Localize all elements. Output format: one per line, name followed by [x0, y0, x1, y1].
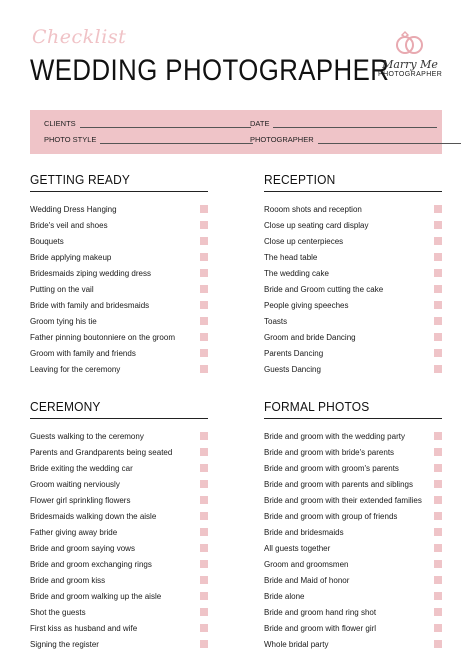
checklist-item [30, 540, 208, 556]
checklist-item [264, 313, 442, 329]
checklist-item-label: The wedding cake [264, 268, 329, 278]
checklist-item [264, 492, 442, 508]
checklist-item [264, 604, 442, 620]
checkbox[interactable] [200, 237, 208, 245]
checklist-item-label: Bride and groom with flower girl [264, 623, 377, 633]
checklist-item-label: Bridesmaids walking down the aisle [30, 511, 157, 521]
checkbox[interactable] [434, 301, 442, 309]
checkbox[interactable] [434, 432, 442, 440]
checklist-item [30, 281, 208, 297]
checkbox[interactable] [434, 221, 442, 229]
checklist-item-label: Father giving away bride [30, 527, 118, 537]
getting-ready-section [30, 172, 208, 377]
clients-field[interactable] [44, 119, 251, 128]
checklist-item-label: Guests walking to the ceremony [30, 431, 144, 441]
checklist-item-label: Parents Dancing [264, 348, 324, 358]
checklist-item [264, 476, 442, 492]
checkbox[interactable] [200, 205, 208, 213]
checkbox[interactable] [200, 432, 208, 440]
checklist-item-label: Bride and groom kiss [30, 575, 106, 585]
checklist-item [264, 329, 442, 345]
checklist-item [264, 524, 442, 540]
checklist-item-label: Bride and groom with bride's parents [264, 447, 395, 457]
checklist-item [264, 588, 442, 604]
checkbox[interactable] [434, 464, 442, 472]
checkbox[interactable] [200, 448, 208, 456]
checklist-item [264, 233, 442, 249]
section-divider [30, 418, 208, 419]
section-title: RECEPTION [264, 172, 336, 187]
checklist-item [30, 460, 208, 476]
checkbox[interactable] [434, 640, 442, 648]
checkbox[interactable] [200, 253, 208, 261]
checkbox[interactable] [200, 528, 208, 536]
checklist-item-label: Leaving for the ceremony [30, 364, 121, 374]
checkbox[interactable] [434, 608, 442, 616]
checklist-item [30, 217, 208, 233]
checklist-item-label: Bride and groom hand ring shot [264, 607, 377, 617]
photographer-label: PHOTOGRAPHER [250, 135, 314, 144]
checkbox[interactable] [434, 480, 442, 488]
checklist-item [264, 556, 442, 572]
checklist-item [264, 345, 442, 361]
checkbox[interactable] [434, 560, 442, 568]
checklist-item [30, 556, 208, 572]
checkbox[interactable] [434, 544, 442, 552]
checklist-item [264, 636, 442, 652]
checklist-item [30, 265, 208, 281]
checklist-item [264, 361, 442, 377]
page-title: WEDDING PHOTOGRAPHER [30, 54, 390, 87]
checklist-item-label: Whole bridal party [264, 639, 329, 649]
checkbox[interactable] [434, 576, 442, 584]
checklist-item-label: Bride's veil and shoes [30, 220, 108, 230]
checkbox[interactable] [200, 512, 208, 520]
checklist-item-label: Father pinning boutonniere on the groom [30, 332, 175, 342]
checklist-item [30, 329, 208, 345]
checklist-item-label: Bride and Groom cutting the cake [264, 284, 384, 294]
section-title: FORMAL PHOTOS [264, 399, 370, 414]
date-field[interactable] [250, 119, 437, 128]
logo [378, 30, 442, 78]
checkbox[interactable] [434, 333, 442, 341]
checklist-item-label: Groom waiting nerviously [30, 479, 120, 489]
checkbox[interactable] [200, 576, 208, 584]
checklist-item-label: Bride and groom with their extended families [264, 495, 422, 505]
checkbox[interactable] [200, 464, 208, 472]
checkbox[interactable] [434, 365, 442, 373]
checkbox[interactable] [434, 624, 442, 632]
checklist-item [30, 588, 208, 604]
checklist-item [30, 345, 208, 361]
checkbox[interactable] [434, 237, 442, 245]
section-divider [264, 191, 442, 192]
checklist-subtitle: Checklist [32, 26, 127, 48]
checklist-item [264, 444, 442, 460]
logo-script-text: Marry Me [382, 58, 438, 71]
checklist-item-label: Putting on the vail [30, 284, 94, 294]
checklist-item-label: Bride and groom with the wedding party [264, 431, 405, 441]
checklist-item-label: All guests together [264, 543, 331, 553]
checklist-item [264, 508, 442, 524]
checklist-item [264, 201, 442, 217]
checklist-item-label: Bouquets [30, 236, 64, 246]
checklist-item-label: Bride and groom with parents and siblings [264, 479, 413, 489]
checkbox[interactable] [200, 317, 208, 325]
checklist-item [30, 313, 208, 329]
checklist-item-label: Bride and groom with group of friends [264, 511, 398, 521]
checklist-item-label: Bride and bridesmaids [264, 527, 344, 537]
checkbox[interactable] [200, 592, 208, 600]
ceremony-section [30, 399, 208, 652]
checklist-item-label: Rooom shots and reception [264, 204, 362, 214]
checklist-item-label: Flower girl sprinkling flowers [30, 495, 131, 505]
checklist-item-label: Bride exiting the wedding car [30, 463, 133, 473]
checkbox[interactable] [200, 560, 208, 568]
checkbox[interactable] [200, 301, 208, 309]
reception-section [264, 172, 442, 377]
checklist-item [264, 572, 442, 588]
checklist-item-label: Bridesmaids ziping wedding dress [30, 268, 151, 278]
checklist-item-label: Wedding Dress Hanging [30, 204, 117, 214]
checklist-item [30, 444, 208, 460]
checklist-item [30, 233, 208, 249]
checkbox[interactable] [434, 349, 442, 357]
checklist-item-label: Bride and Maid of honor [264, 575, 350, 585]
checklist-item-label: Bride and groom walking up the aisle [30, 591, 162, 601]
checklist-item-label: Bride applying makeup [30, 252, 112, 262]
checklist-item [30, 604, 208, 620]
checklist-item [30, 249, 208, 265]
checklist-item [264, 217, 442, 233]
checklist-item [30, 428, 208, 444]
clients-label: CLIENTS [44, 119, 76, 128]
checklist-item-label: Guests Dancing [264, 364, 321, 374]
checkbox[interactable] [200, 640, 208, 648]
checklist-item-label: Toasts [264, 316, 288, 326]
checklist-item-label: People giving speeches [264, 300, 349, 310]
checkbox[interactable] [434, 285, 442, 293]
photographer-field[interactable] [250, 135, 461, 144]
checklist-item-label: The head table [264, 252, 318, 262]
checklist-item [30, 508, 208, 524]
checklist-item [30, 201, 208, 217]
section-title: CEREMONY [30, 399, 101, 414]
checklist-item [30, 476, 208, 492]
checkbox[interactable] [434, 205, 442, 213]
checklist-item-label: Shot the guests [30, 607, 86, 617]
checklist-item [30, 620, 208, 636]
section-divider [30, 191, 208, 192]
checklist-item [264, 540, 442, 556]
section-divider [264, 418, 442, 419]
checkbox[interactable] [434, 512, 442, 520]
checkbox[interactable] [200, 496, 208, 504]
checklist-item-label: Parents and Grandparents being seated [30, 447, 173, 457]
checkbox[interactable] [200, 285, 208, 293]
checklist-item [264, 281, 442, 297]
checkbox[interactable] [200, 349, 208, 357]
checkbox[interactable] [200, 221, 208, 229]
checklist-item [264, 249, 442, 265]
checklist-item-label: Close up seating card display [264, 220, 369, 230]
checklist-item-label: Groom with family and friends [30, 348, 136, 358]
checklist-item [264, 460, 442, 476]
checklist-item-label: Groom and bride Dancing [264, 332, 356, 342]
checklist-item [264, 620, 442, 636]
checkbox[interactable] [434, 592, 442, 600]
checklist-item [30, 492, 208, 508]
checklist-item-label: Groom and groomsmen [264, 559, 349, 569]
checklist-item [264, 265, 442, 281]
checklist-item [30, 361, 208, 377]
checkbox[interactable] [434, 317, 442, 325]
checkbox[interactable] [200, 624, 208, 632]
photo-style-field[interactable] [44, 135, 253, 144]
checkbox[interactable] [200, 269, 208, 277]
checklist-item [264, 428, 442, 444]
checklist-item-label: Bride alone [264, 591, 305, 601]
checklist-item [30, 297, 208, 313]
checklist-item-label: Bride and groom exchanging rings [30, 559, 152, 569]
checklist-item [30, 524, 208, 540]
checklist-item [264, 297, 442, 313]
checklist-item-label: Bride with family and bridesmaids [30, 300, 150, 310]
client-info-bar [30, 110, 442, 154]
checkbox[interactable] [434, 448, 442, 456]
checklist-item-label: Close up centerpieces [264, 236, 344, 246]
logo-brand-text: PHOTOGRAPHER [378, 71, 443, 78]
checklist-item-label: First kiss as husband and wife [30, 623, 138, 633]
wedding-rings-icon [393, 30, 427, 56]
checkbox[interactable] [434, 269, 442, 277]
checklist-item [30, 572, 208, 588]
checklist-item-label: Groom tying his tie [30, 316, 97, 326]
checkbox[interactable] [434, 253, 442, 261]
checkbox[interactable] [200, 608, 208, 616]
section-title: GETTING READY [30, 172, 131, 187]
formal-photos-section [264, 399, 442, 652]
checklist-item-label: Signing the register [30, 639, 99, 649]
photo-style-label: PHOTO STYLE [44, 135, 97, 144]
checklist-item-label: Bride and groom saying vows [30, 543, 135, 553]
date-label: DATE [250, 119, 270, 128]
checkbox[interactable] [200, 333, 208, 341]
checkbox[interactable] [200, 365, 208, 373]
checkbox[interactable] [434, 528, 442, 536]
checkbox[interactable] [200, 544, 208, 552]
checkbox[interactable] [200, 480, 208, 488]
checklist-item [30, 636, 208, 652]
checkbox[interactable] [434, 496, 442, 504]
checklist-item-label: Bride and groom with groom's parents [264, 463, 399, 473]
